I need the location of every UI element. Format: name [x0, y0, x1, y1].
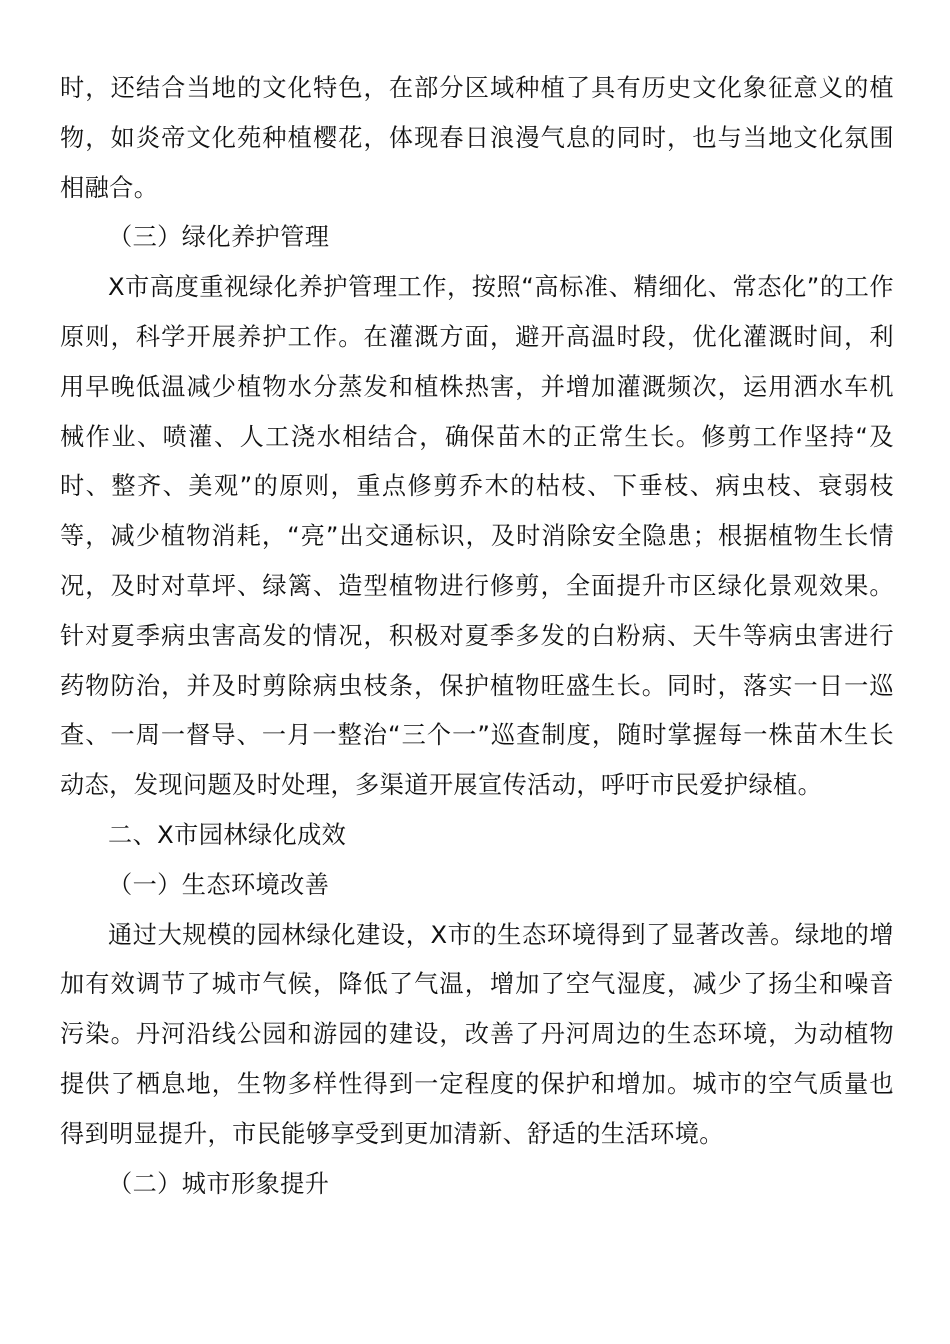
body-paragraph-maintenance: X市高度重视绿化养护管理工作，按照“高标准、精细化、常态化”的工作原则，科学开展养护工作。在灌溉方面，避开高温时段，优化灌溉时间，利用早晚低温减少植物水分蒸发和植株热害，并增加灌溉频次，运用洒水车机械作业、喷灌、人工浇水相结合，确保苗木的正常生长。修剪工作坚持“及时、整齐、美观”的原则，重点修剪乔木的枯枝、下垂枝、病虫枝、衰弱枝等，减少植物消耗，“亮”出交通标识，及时消除安全隐患；根据植物生长情况，及时对草坪、绿篱、造型植物进行修剪，全面提升市区绿化景观效果。针对夏季病虫害高发的情况，积极对夏季多发的白粉病、天牛等病虫害进行药物防治，并及时剪除病虫枝条，保护植物旺盛生长。同时，落实一日一巡查、一周一督导、一月一整治“三个一”巡查制度，随时掌握每一株苗木生长动态，发现问题及时处理，多渠道开展宣传活动，呼吁市民爱护绿植。: [60, 273, 894, 800]
body-paragraph-continuation: 时，还结合当地的文化特色，在部分区域种植了具有历史文化象征意义的植物，如炎帝文化苑种植樱花，体现春日浪漫气息的同时，也与当地文化氛围相融合。: [60, 74, 894, 202]
section-heading-city-image: （二）城市形象提升: [108, 1169, 330, 1198]
document-page: [60, 64, 894, 1209]
section-heading-maintenance: （三）绿化养护管理: [108, 223, 330, 252]
chapter-heading-results: 二、X市园林绿化成效: [108, 820, 347, 849]
section-heading-ecology: （一）生态环境改善: [108, 870, 330, 899]
body-paragraph-ecology: 通过大规模的园林绿化建设，X市的生态环境得到了显著改善。绿地的增加有效调节了城市气候，降低了气温，增加了空气湿度，减少了扬尘和噪音污染。丹河沿线公园和游园的建设，改善了丹河周边的生态环境，为动植物提供了栖息地，生物多样性得到一定程度的保护和增加。城市的空气质量也得到明显提升，市民能够享受到更加清新、舒适的生活环境。: [60, 920, 894, 1148]
